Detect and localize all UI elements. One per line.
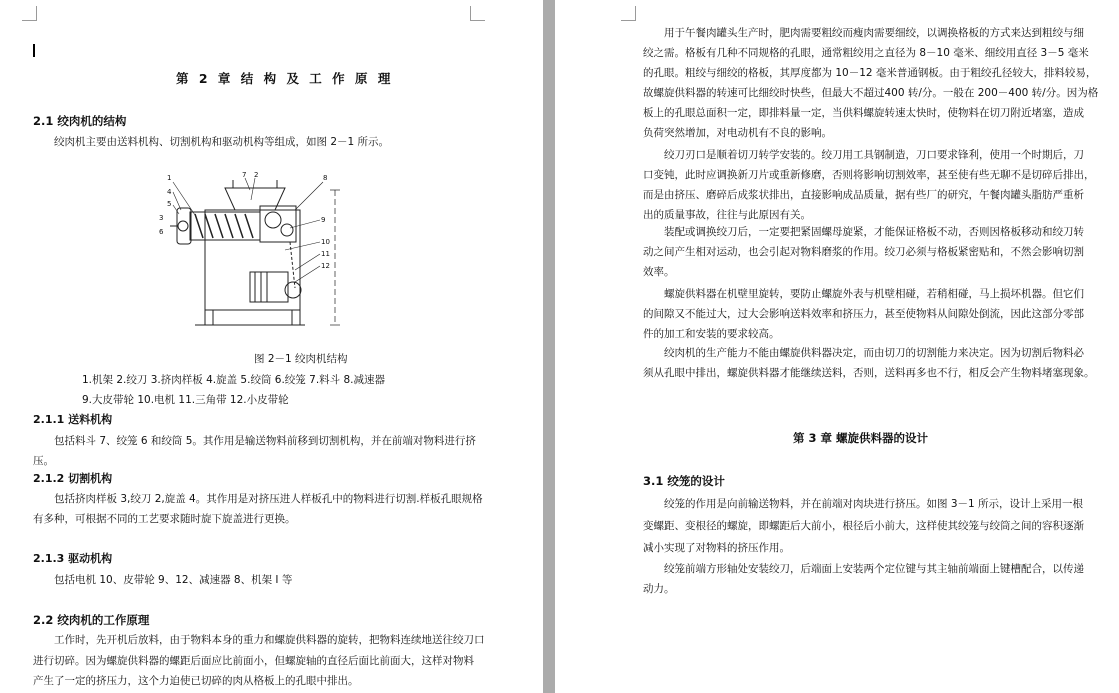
page-corner-mark [621,6,636,21]
paragraph-line: 须从孔眼中排出，螺旋供料器才能继续送料，否则，送料再多也不行，相反会产生物料堵塞现象。 [643,367,1095,379]
callout-label: 7 [242,171,247,179]
callout-label: 8 [323,174,328,182]
paragraph-line: 包括料斗 7、绞笼 6 和绞筒 5。其作用是输送物料前移到切割机构，并在前端对物料进行挤 [54,435,476,447]
paragraph-line: 有多种，可根据不同的工艺要求随时旋下旋盖进行更换。 [33,513,296,525]
callout-label: 3 [159,214,164,222]
document-page-left [0,0,543,693]
callout-label: 6 [159,228,164,236]
page-corner-mark [470,6,485,21]
paragraph-line: 螺旋供料器在机壁里旋转，要防止螺旋外表与机壁相碰，若稍相碰，马上损坏机器。但它们 [664,288,1084,300]
section-2-1-intro: 绞肉机主要由送料机构、切割机构和驱动机构等组成，如图 2－1 所示。 [54,136,390,148]
callout-label: 9 [321,216,326,224]
section-2-1-heading: 2.1 绞肉机的结构 [33,114,127,128]
paragraph-line: 的孔眼。粗绞与细绞的格板，其厚度都为 10－12 毫米普通钢板。由于粗绞孔径较大，排料较易， [643,67,1097,79]
paragraph-line: 动力。 [643,583,675,595]
figure-legend-line-1: 1.机架 2.绞刀 3.挤肉样板 4.旋盖 5.绞筒 6.绞笼 7.料斗 8.减速器 [82,374,386,386]
section-2-1-3-heading: 2.1.3 驱动机构 [33,552,113,565]
paragraph-line: 绞笼前端方形轴处安装绞刀，后端面上安装两个定位键与其主轴前端面上键槽配合，以传递 [664,563,1084,575]
callout-label: 10 [321,238,330,246]
text-cursor[interactable] [33,44,35,57]
callout-label: 2 [254,171,259,179]
paragraph-line: 的间隙又不能过大，过大会影响送料效率和挤压力，甚至使物料从间隙处倒流，因此这部分零部 [643,308,1084,320]
paragraph-line: 绞笼的作用是向前输送物料，并在前端对肉块进行挤压。如图 3－1 所示，设计上采用一根 [664,498,1084,510]
figure-2-1-caption: 图 2－1 绞肉机结构 [254,353,348,365]
paragraph-line: 用于午餐肉罐头生产时，肥肉需要粗绞而瘦肉需要细绞，以调换格板的方式来达到粗绞与细 [664,27,1084,39]
paragraph-line: 动之间产生相对运动，也会引起对物料磨浆的作用。绞刀必须与格板紧密贴和，不然会影响切割 [643,246,1084,258]
paragraph-line: 件的加工和安装的要求较高。 [643,328,780,340]
page-corner-mark [22,6,37,21]
paragraph-line: 出的质量事故，往往与此原因有关。 [643,209,811,221]
paragraph-line: 绞肉机的生产能力不能由螺旋供料器决定，而由切刀的切割能力来决定。因为切割后物料必 [664,347,1084,359]
paragraph-line: 效率。 [643,266,675,278]
document-page-right [555,0,1119,693]
section-2-1-2-heading: 2.1.2 切割机构 [33,472,113,485]
paragraph-line: 板上的孔眼总面积一定，即排料量一定，当供料螺旋转速太快时，使物料在切刀附近堵塞，造成 [643,107,1084,119]
paragraph-line: 绞之需。格板有几种不同规格的孔眼，通常粗绞用之直径为 8－10 毫米、细绞用直径 3－5 毫米 [643,47,1089,59]
callout-label: 11 [321,250,330,258]
section-2-2-heading: 2.2 绞肉机的工作原理 [33,613,150,627]
paragraph-line: 压。 [33,455,54,467]
paragraph-line: 故螺旋供料器的转速可比细绞时快些，但最大不超过400 转/分。一般在 200－400 转/分。因为格 [643,87,1099,99]
paragraph-line: 包括电机 10、皮带轮 9、12、减速器 8、机架 I 等 [54,574,293,586]
paragraph-line: 进行切碎。因为螺旋供料器的螺距后面应比前面小，但螺旋轴的直径后面比前面大，这样对物料 [33,655,474,667]
paragraph-line: 负荷突然增加，对电动机有不良的影响。 [643,127,832,139]
chapter-2-title: 第 2 章 结 构 及 工 作 原 理 [176,71,394,86]
paragraph-line: 装配或调换绞刀后，一定要把紧固螺母旋紧，才能保证格板不动，否则因格板移动和绞刀转 [664,226,1084,238]
paragraph-line: 产生了一定的挤压力，这个力迫使已切碎的肉从格板上的孔眼中排出。 [33,675,359,687]
paragraph-line: 绞刀刃口是顺着切刀转学安装的。绞刀用工具钢制造，刀口要求锋利，使用一个时期后，刀 [664,149,1084,161]
callout-label: 1 [167,174,172,182]
figure-legend-line-2: 9.大皮带轮 10.电机 11.三角带 12.小皮带轮 [82,394,289,406]
paragraph-line: 包括挤肉样板 3,绞刀 2,旋盖 4。其作用是对挤压进人样板孔中的物料进行切割.样板孔眼规格 [54,493,483,505]
paragraph-line: 而是由挤压、磨碎后成浆状排出，直接影响成品质量，据有些厂的研究，午餐肉罐头脂肪严重析 [643,189,1084,201]
paragraph-line: 变螺距、变根径的螺旋，即螺距后大前小，根径后小前大，这样使其绞笼与绞筒之间的容积逐渐 [643,520,1084,532]
paragraph-line: 减小实现了对物料的挤压作用。 [643,542,790,554]
section-2-1-1-heading: 2.1.1 送料机构 [33,413,113,426]
paragraph-line: 工作时，先开机后放料，由于物料本身的重力和螺旋供料器的旋转，把物料连续地送往绞刀口 [54,634,485,646]
callout-label: 5 [167,200,172,208]
section-3-1-heading: 3.1 绞笼的设计 [643,474,725,488]
paragraph-line: 口变钝，此时应调换新刀片或重新修磨，否则将影响切割效率，甚至使有些无聊不是切碎后排出， [643,169,1095,181]
callout-label: 12 [321,262,330,270]
chapter-3-title: 第 3 章 螺旋供料器的设计 [793,431,929,445]
meat-grinder-structure-diagram [155,170,355,340]
callout-label: 4 [167,188,172,196]
